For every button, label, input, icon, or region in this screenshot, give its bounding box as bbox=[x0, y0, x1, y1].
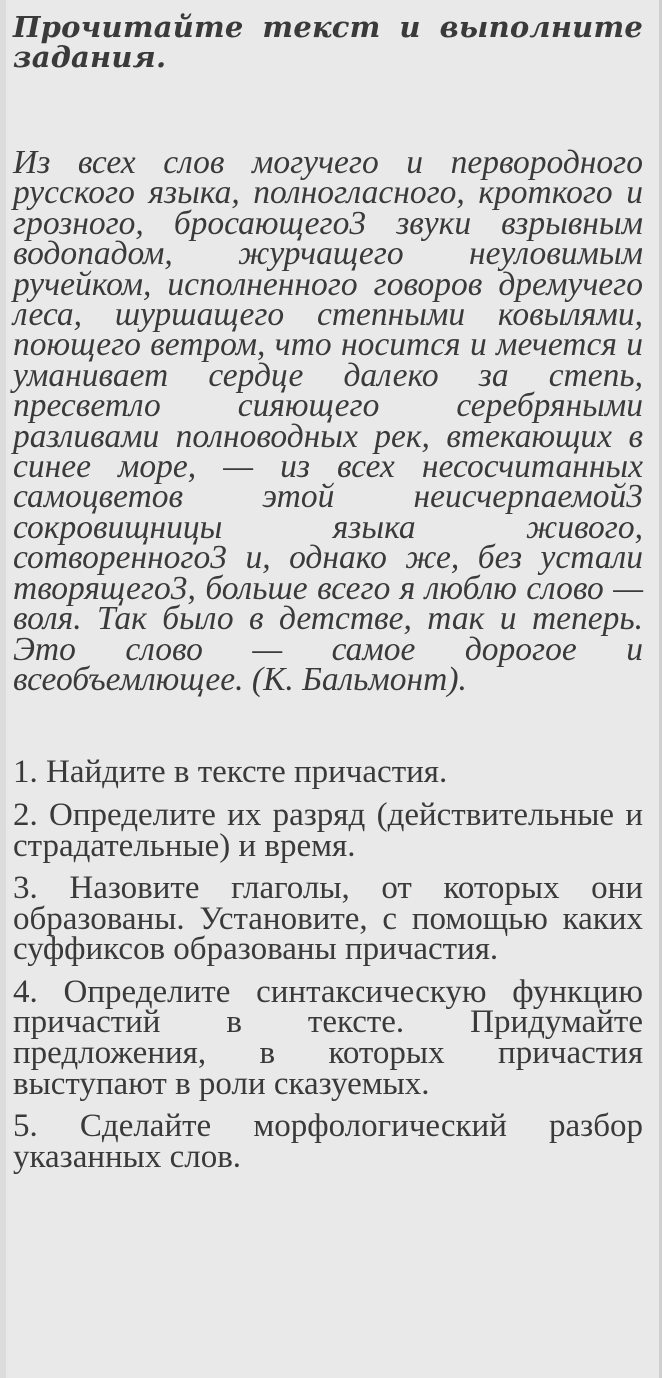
task-item-4: 4. Определите синтаксическую функцию причастий в тексте. Придумайте предложения, в которых причастия выступают в роли сказуемых. bbox=[13, 973, 643, 1102]
quoted-text: Из всех слов могучего и первородного русского языка, полногласного, кроткого и грозного, бросающего3 звуки взрывным водопадом, журчащего неуловимым ручейком, исполненного говоров дремучего леса, шуршащего степными ковылями, поющего ветром, что носится и мечется и уманивает сердце далеко за степь, пресветло сияющего серебряными разливами полноводных рек, втекающих в синее море, — из всех несосчитанных самоцветов этой неисчерпаемой3 сокровищницы языка живого, сотворенного3 и, однако же, без устали творящего3, больше всего я люблю слово — воля. Так было в детстве, так и теперь. Это слово — самое дорогое и всеобъемлющее. (К. Бальмонт). bbox=[13, 144, 643, 698]
task-item-5: 5. Сделайте морфологический разбор указанных слов. bbox=[13, 1108, 643, 1175]
assignment-heading: Прочитайте текст и выполните задания. bbox=[13, 10, 643, 74]
task-item-2: 2. Определите их разряд (действительные и страдательные) и время. bbox=[13, 796, 643, 864]
page-left-edge bbox=[0, 0, 6, 1378]
document-content bbox=[13, 12, 643, 1184]
task-item-1: 1. Найдите в тексте причастия. bbox=[13, 754, 448, 791]
task-item-3: 3. Назовите глаголы, от которых они образованы. Установите, с помощью каких суффиксов образованы причастия. bbox=[13, 870, 643, 968]
task-list bbox=[13, 754, 643, 1175]
